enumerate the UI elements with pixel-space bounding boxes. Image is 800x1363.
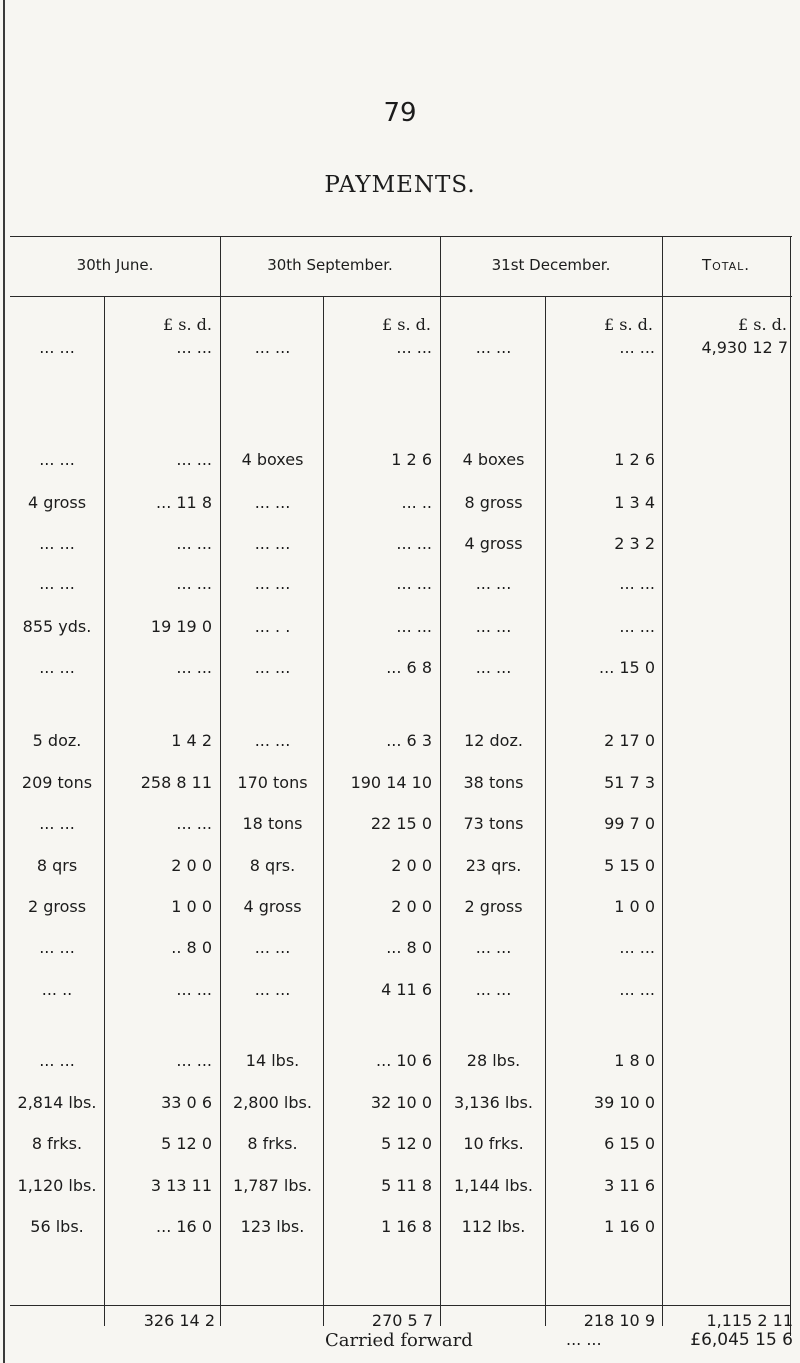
december-amount: 6 15 0 [604,1134,655,1153]
june-amount: 2 0 0 [171,856,212,875]
september-quantity: 123 lbs. [240,1217,305,1236]
december-amount: 99 7 0 [604,814,655,833]
sum-rule [10,1305,790,1306]
september-amount: 2 0 0 [391,897,432,916]
june-amount: ... ... [176,338,212,357]
unit-december: £ s. d. [604,315,653,334]
header-june: 30th June. [76,256,154,274]
september-quantity: ... ... [254,980,291,999]
september-quantity: 18 tons [242,814,303,833]
total-grand: 1,115 2 11 [706,1311,793,1330]
september-amount: ... 8 0 [386,938,432,957]
page-number: 79 [383,98,417,128]
december-quantity: ... ... [475,574,512,593]
december-amount: ... ... [619,980,655,999]
june-amount: 3 13 11 [150,1176,212,1195]
col-divider-4 [790,236,791,1336]
december-quantity: 10 frks. [463,1134,524,1153]
june-amount: 258 8 11 [140,773,212,792]
december-quantity: 38 tons [463,773,524,792]
col-divider-3 [662,236,663,1326]
december-amount: 39 10 0 [593,1093,655,1112]
page-title: PAYMENTS. [324,172,476,198]
december-quantity: ... ... [475,658,512,677]
september-amount: 5 11 8 [381,1176,432,1195]
september-quantity: 170 tons [237,773,308,792]
total-september: 270 5 7 [371,1311,433,1330]
september-quantity: 2,800 lbs. [233,1093,312,1112]
september-quantity: ... ... [254,938,291,957]
june-quantity: ... ... [39,450,75,469]
june-amount: ... ... [176,450,212,469]
december-amount: ... 15 0 [599,658,655,677]
september-amount: ... ... [396,617,432,636]
unit-total: £ s. d. [738,315,787,334]
september-amount: 1 2 6 [391,450,432,469]
september-quantity: 4 gross [243,897,302,916]
june-quantity: ... ... [39,574,75,593]
total-amount: 4,930 12 7 [701,338,788,357]
december-quantity: 8 gross [464,493,523,512]
september-amount: 32 10 0 [370,1093,432,1112]
june-amount: ... ... [176,534,212,553]
december-amount: 1 2 6 [614,450,655,469]
june-amount: ... ... [176,658,212,677]
september-amount: ... ... [396,574,432,593]
june-quantity: 5 doz. [32,731,82,750]
december-quantity: ... ... [475,980,512,999]
sub-divider-june [104,296,105,1326]
header-rule [10,296,792,297]
september-amount: ... 6 3 [386,731,432,750]
september-quantity: 4 boxes [241,450,304,469]
december-amount: ... ... [619,617,655,636]
december-amount: ... ... [619,938,655,957]
september-quantity: ... ... [254,731,291,750]
september-quantity: ... ... [254,338,291,357]
december-quantity: 112 lbs. [461,1217,526,1236]
june-amount: ... ... [176,1051,212,1070]
december-quantity: 4 gross [464,534,523,553]
carried-forward-amount: £6,045 15 6 [690,1330,793,1350]
december-quantity: 23 qrs. [465,856,522,875]
december-quantity: 73 tons [463,814,524,833]
june-quantity: ... ... [39,338,75,357]
june-amount: ... 16 0 [156,1217,212,1236]
september-quantity: 1,787 lbs. [233,1176,312,1195]
september-amount: 2 0 0 [391,856,432,875]
september-amount: ... .. [401,493,432,512]
september-amount: ... ... [396,338,432,357]
december-quantity: 12 doz. [464,731,523,750]
december-amount: 1 0 0 [614,897,655,916]
september-amount: 1 16 8 [381,1217,432,1236]
september-amount: ... 6 8 [386,658,432,677]
june-amount: 33 0 6 [161,1093,212,1112]
col-divider-2 [440,236,441,1326]
june-amount: 5 12 0 [161,1134,212,1153]
carried-forward-label: Carried forward [325,1330,473,1351]
september-quantity: 8 qrs. [249,856,296,875]
sub-divider-sept [323,296,324,1326]
june-amount: 1 0 0 [171,897,212,916]
june-quantity: 855 yds. [22,617,92,636]
december-amount: 2 3 2 [614,534,655,553]
june-quantity: ... ... [39,938,75,957]
total-june: 326 14 2 [143,1311,215,1330]
june-quantity: 8 frks. [31,1134,83,1153]
header-september: 30th September. [267,256,393,274]
june-quantity: 2 gross [27,897,87,916]
september-quantity: 14 lbs. [245,1051,300,1070]
june-amount: ... ... [176,814,212,833]
june-quantity: ... ... [39,1051,75,1070]
unit-june: £ s. d. [163,315,212,334]
june-amount: ... ... [176,980,212,999]
december-amount: ... ... [619,338,655,357]
december-quantity: ... ... [475,617,512,636]
december-quantity: ... ... [475,938,512,957]
september-quantity: ... ... [254,574,291,593]
june-amount: 19 19 0 [150,617,212,636]
june-quantity: 56 lbs. [30,1217,84,1236]
june-quantity: 2,814 lbs. [17,1093,97,1112]
september-quantity: ... ... [254,658,291,677]
december-amount: ... ... [619,574,655,593]
june-quantity: ... .. [41,980,73,999]
september-quantity: ... ... [254,534,291,553]
september-quantity: ... . . [254,617,291,636]
september-quantity: 8 frks. [247,1134,298,1153]
december-amount: 1 3 4 [614,493,655,512]
page-edge [3,0,5,1363]
june-quantity: 1,120 lbs. [17,1176,97,1195]
header-december: 31st December. [491,256,611,274]
december-amount: 5 15 0 [604,856,655,875]
december-quantity: 1,144 lbs. [454,1176,533,1195]
sub-divider-dec [545,296,546,1326]
september-amount: 22 15 0 [370,814,432,833]
december-quantity: 4 boxes [462,450,525,469]
col-divider-1 [220,236,221,1326]
december-quantity: 28 lbs. [466,1051,521,1070]
september-amount: 190 14 10 [350,773,432,792]
december-quantity: ... ... [475,338,512,357]
june-amount: .. 8 0 [171,938,212,957]
december-quantity: 3,136 lbs. [454,1093,533,1112]
june-quantity: 209 tons [21,773,93,792]
june-amount: ... ... [176,574,212,593]
september-amount: 4 11 6 [381,980,432,999]
june-amount: 1 4 2 [171,731,212,750]
december-amount: 3 11 6 [604,1176,655,1195]
header-total: Total. [701,256,751,274]
table-top-rule [10,236,792,237]
total-december: 218 10 9 [583,1311,655,1330]
june-quantity: 8 qrs [36,856,78,875]
june-quantity: ... ... [39,814,75,833]
december-quantity: 2 gross [464,897,523,916]
december-amount: 1 8 0 [614,1051,655,1070]
september-quantity: ... ... [254,493,291,512]
june-amount: ... 11 8 [156,493,212,512]
june-quantity: 4 gross [27,493,87,512]
december-amount: 1 16 0 [604,1217,655,1236]
december-amount: 2 17 0 [604,731,655,750]
carried-forward-dots: ... ... [566,1330,602,1349]
june-quantity: ... ... [39,658,75,677]
june-quantity: ... ... [39,534,75,553]
september-amount: 5 12 0 [381,1134,432,1153]
september-amount: ... ... [396,534,432,553]
december-amount: 51 7 3 [604,773,655,792]
unit-september: £ s. d. [382,315,431,334]
september-amount: ... 10 6 [376,1051,432,1070]
